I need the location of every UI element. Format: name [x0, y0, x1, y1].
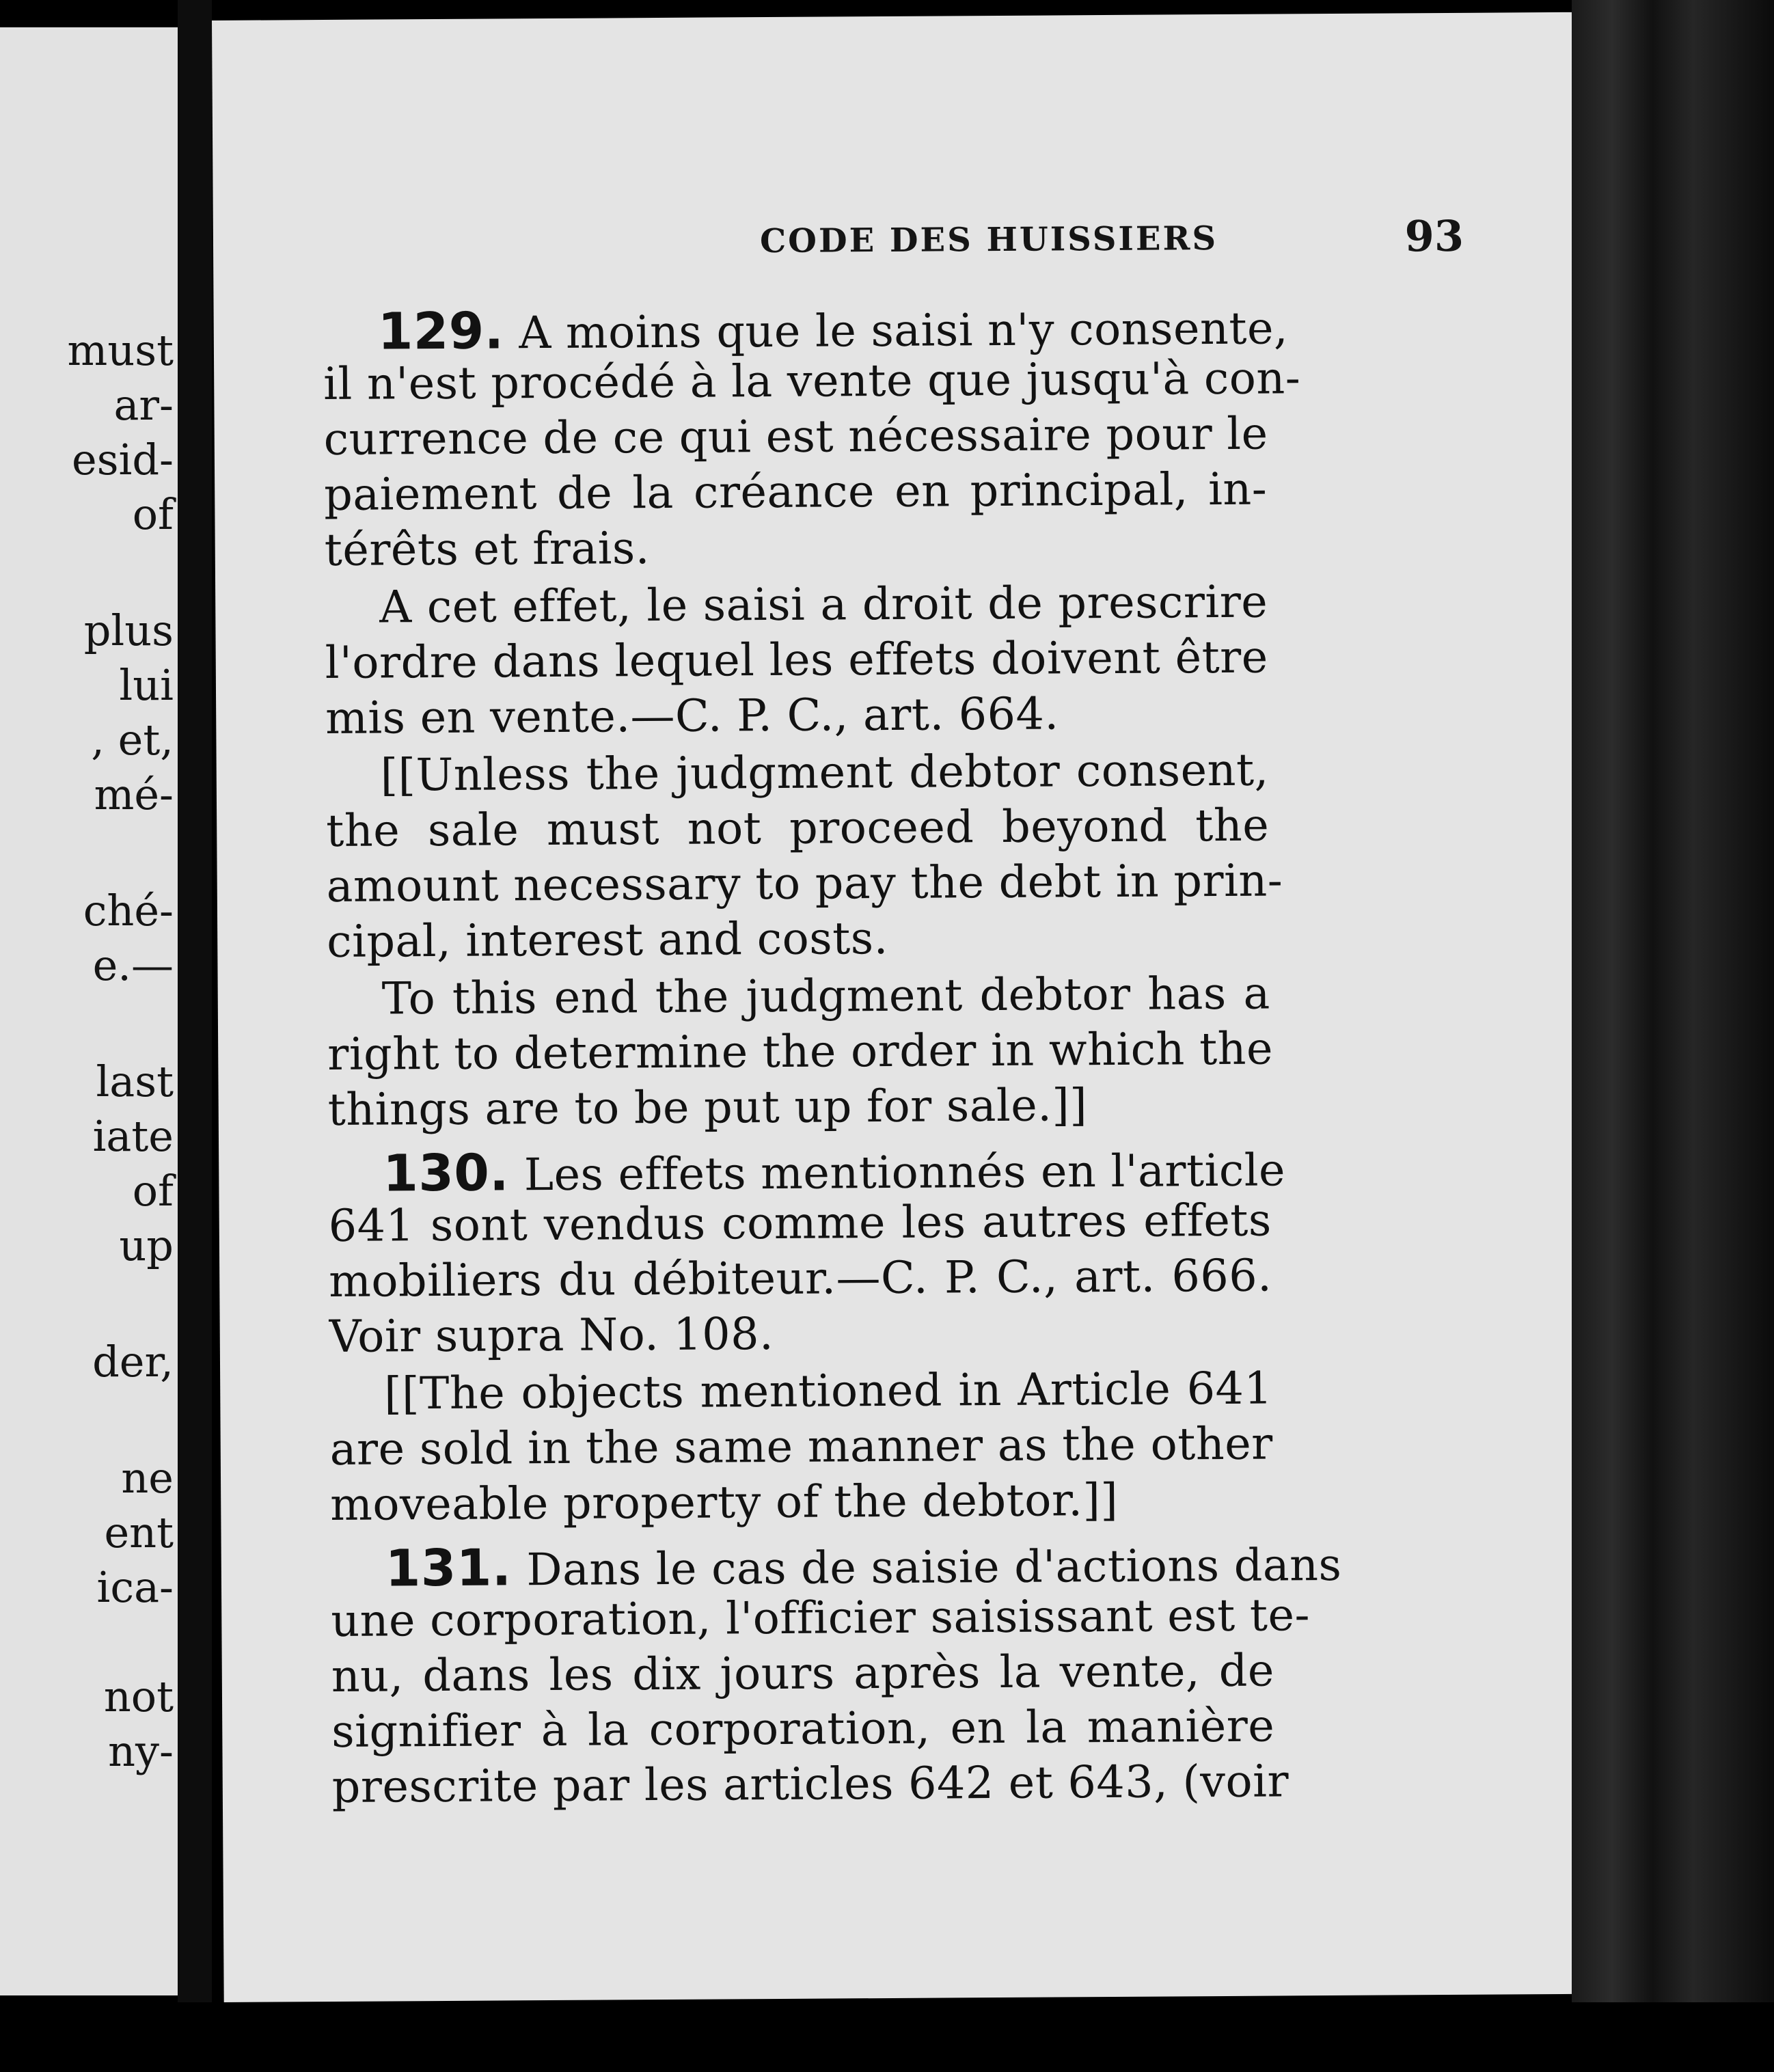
- text-line: une corporation, l'officier saisissant est te-: [331, 1590, 1311, 1647]
- left-page-line: lui: [119, 660, 174, 710]
- text-line: amount necessary to pay the debt in prin-: [326, 855, 1283, 912]
- book-gutter: [178, 0, 212, 2072]
- book-page: [212, 12, 1584, 2002]
- text-line: signifier à la corporation, en la manière: [331, 1700, 1275, 1758]
- text-line: Les effets mentionnés en l'article: [523, 1145, 1286, 1201]
- left-page-line: ent: [104, 1508, 174, 1557]
- article-number: 129.: [377, 301, 504, 362]
- left-page-line: e.—: [92, 940, 174, 990]
- text-line: Voir supra No. 108.: [329, 1309, 774, 1363]
- text-line: mobiliers du débiteur.—C. P. C., art. 666.: [329, 1250, 1272, 1307]
- left-page-line: esid-: [72, 435, 174, 485]
- text-line: paiement de la créance en principal, in-: [324, 463, 1268, 521]
- running-header: [548, 204, 1464, 271]
- left-page-line: iate: [92, 1111, 174, 1161]
- left-page-line: der,: [92, 1337, 174, 1387]
- text-line: mis en vente.—C. P. C., art. 664.: [325, 688, 1059, 745]
- left-page-line: mé-: [94, 769, 174, 819]
- text-line: Dans le cas de saisie d'actions dans: [526, 1539, 1342, 1596]
- left-page-line: last: [96, 1057, 174, 1106]
- article-130-first-line: [328, 1143, 1286, 1203]
- article-number: 130.: [383, 1143, 510, 1203]
- left-page-line: must: [67, 325, 174, 375]
- left-page-line: of: [132, 1166, 174, 1216]
- left-page-line: , et,: [91, 715, 174, 765]
- article-number: 131.: [385, 1538, 512, 1598]
- page-body: [323, 274, 1342, 1813]
- text-line: [[Unless the judgment debtor consent,: [380, 744, 1269, 802]
- left-page-line: of: [132, 489, 174, 539]
- page-number: 93: [1404, 210, 1464, 262]
- text-line: A cet effet, le saisi a droit de prescrire: [379, 576, 1268, 633]
- text-line: 641 sont vendus comme les autres effets: [328, 1195, 1272, 1252]
- book-edge: [1572, 0, 1774, 2072]
- text-line: currence de ce qui est nécessaire pour le: [323, 408, 1268, 466]
- text-line: il n'est procédé à la vente que jusqu'à con-: [323, 353, 1301, 411]
- running-header-title: CODE DES HUISSIERS: [759, 219, 1218, 261]
- text-line: nu, dans les dix jours après la vente, de: [331, 1645, 1275, 1702]
- left-page-line: ne: [121, 1453, 174, 1503]
- text-line: the sale must not proceed beyond the: [326, 800, 1270, 857]
- text-line: prescrite par les articles 642 et 643, (voir: [331, 1756, 1289, 1813]
- left-page-line: ché-: [83, 886, 174, 936]
- text-line: moveable property of the debtor.]]: [330, 1474, 1119, 1531]
- article-129-first-line: [323, 301, 1289, 362]
- text-line: To this end the judgment debtor has a: [381, 968, 1270, 1025]
- left-page-line: ar-: [113, 380, 174, 430]
- article-131-first-line: [331, 1538, 1342, 1598]
- text-line: things are to be put up for sale.]]: [327, 1080, 1088, 1136]
- text-line: A moins que le saisi n'y consente,: [519, 303, 1289, 359]
- text-line: are sold in the same manner as the other: [329, 1418, 1273, 1475]
- text-line: cipal, interest and costs.: [327, 912, 888, 968]
- left-page-line: up: [119, 1221, 174, 1270]
- left-page-line: plus: [83, 605, 174, 655]
- left-page-line: ny-: [108, 1726, 174, 1776]
- text-line: [[The objects mentioned in Article 641: [384, 1363, 1273, 1420]
- scan-border: [0, 2002, 1774, 2072]
- left-page-line: not: [103, 1672, 174, 1721]
- text-line: right to determine the order in which the: [327, 1023, 1274, 1080]
- text-line: térêts et frais.: [324, 523, 651, 577]
- text-line: l'ordre dans lequel les effets doivent être: [325, 631, 1268, 690]
- left-page-line: ica-: [96, 1562, 174, 1612]
- left-page: [0, 27, 178, 1995]
